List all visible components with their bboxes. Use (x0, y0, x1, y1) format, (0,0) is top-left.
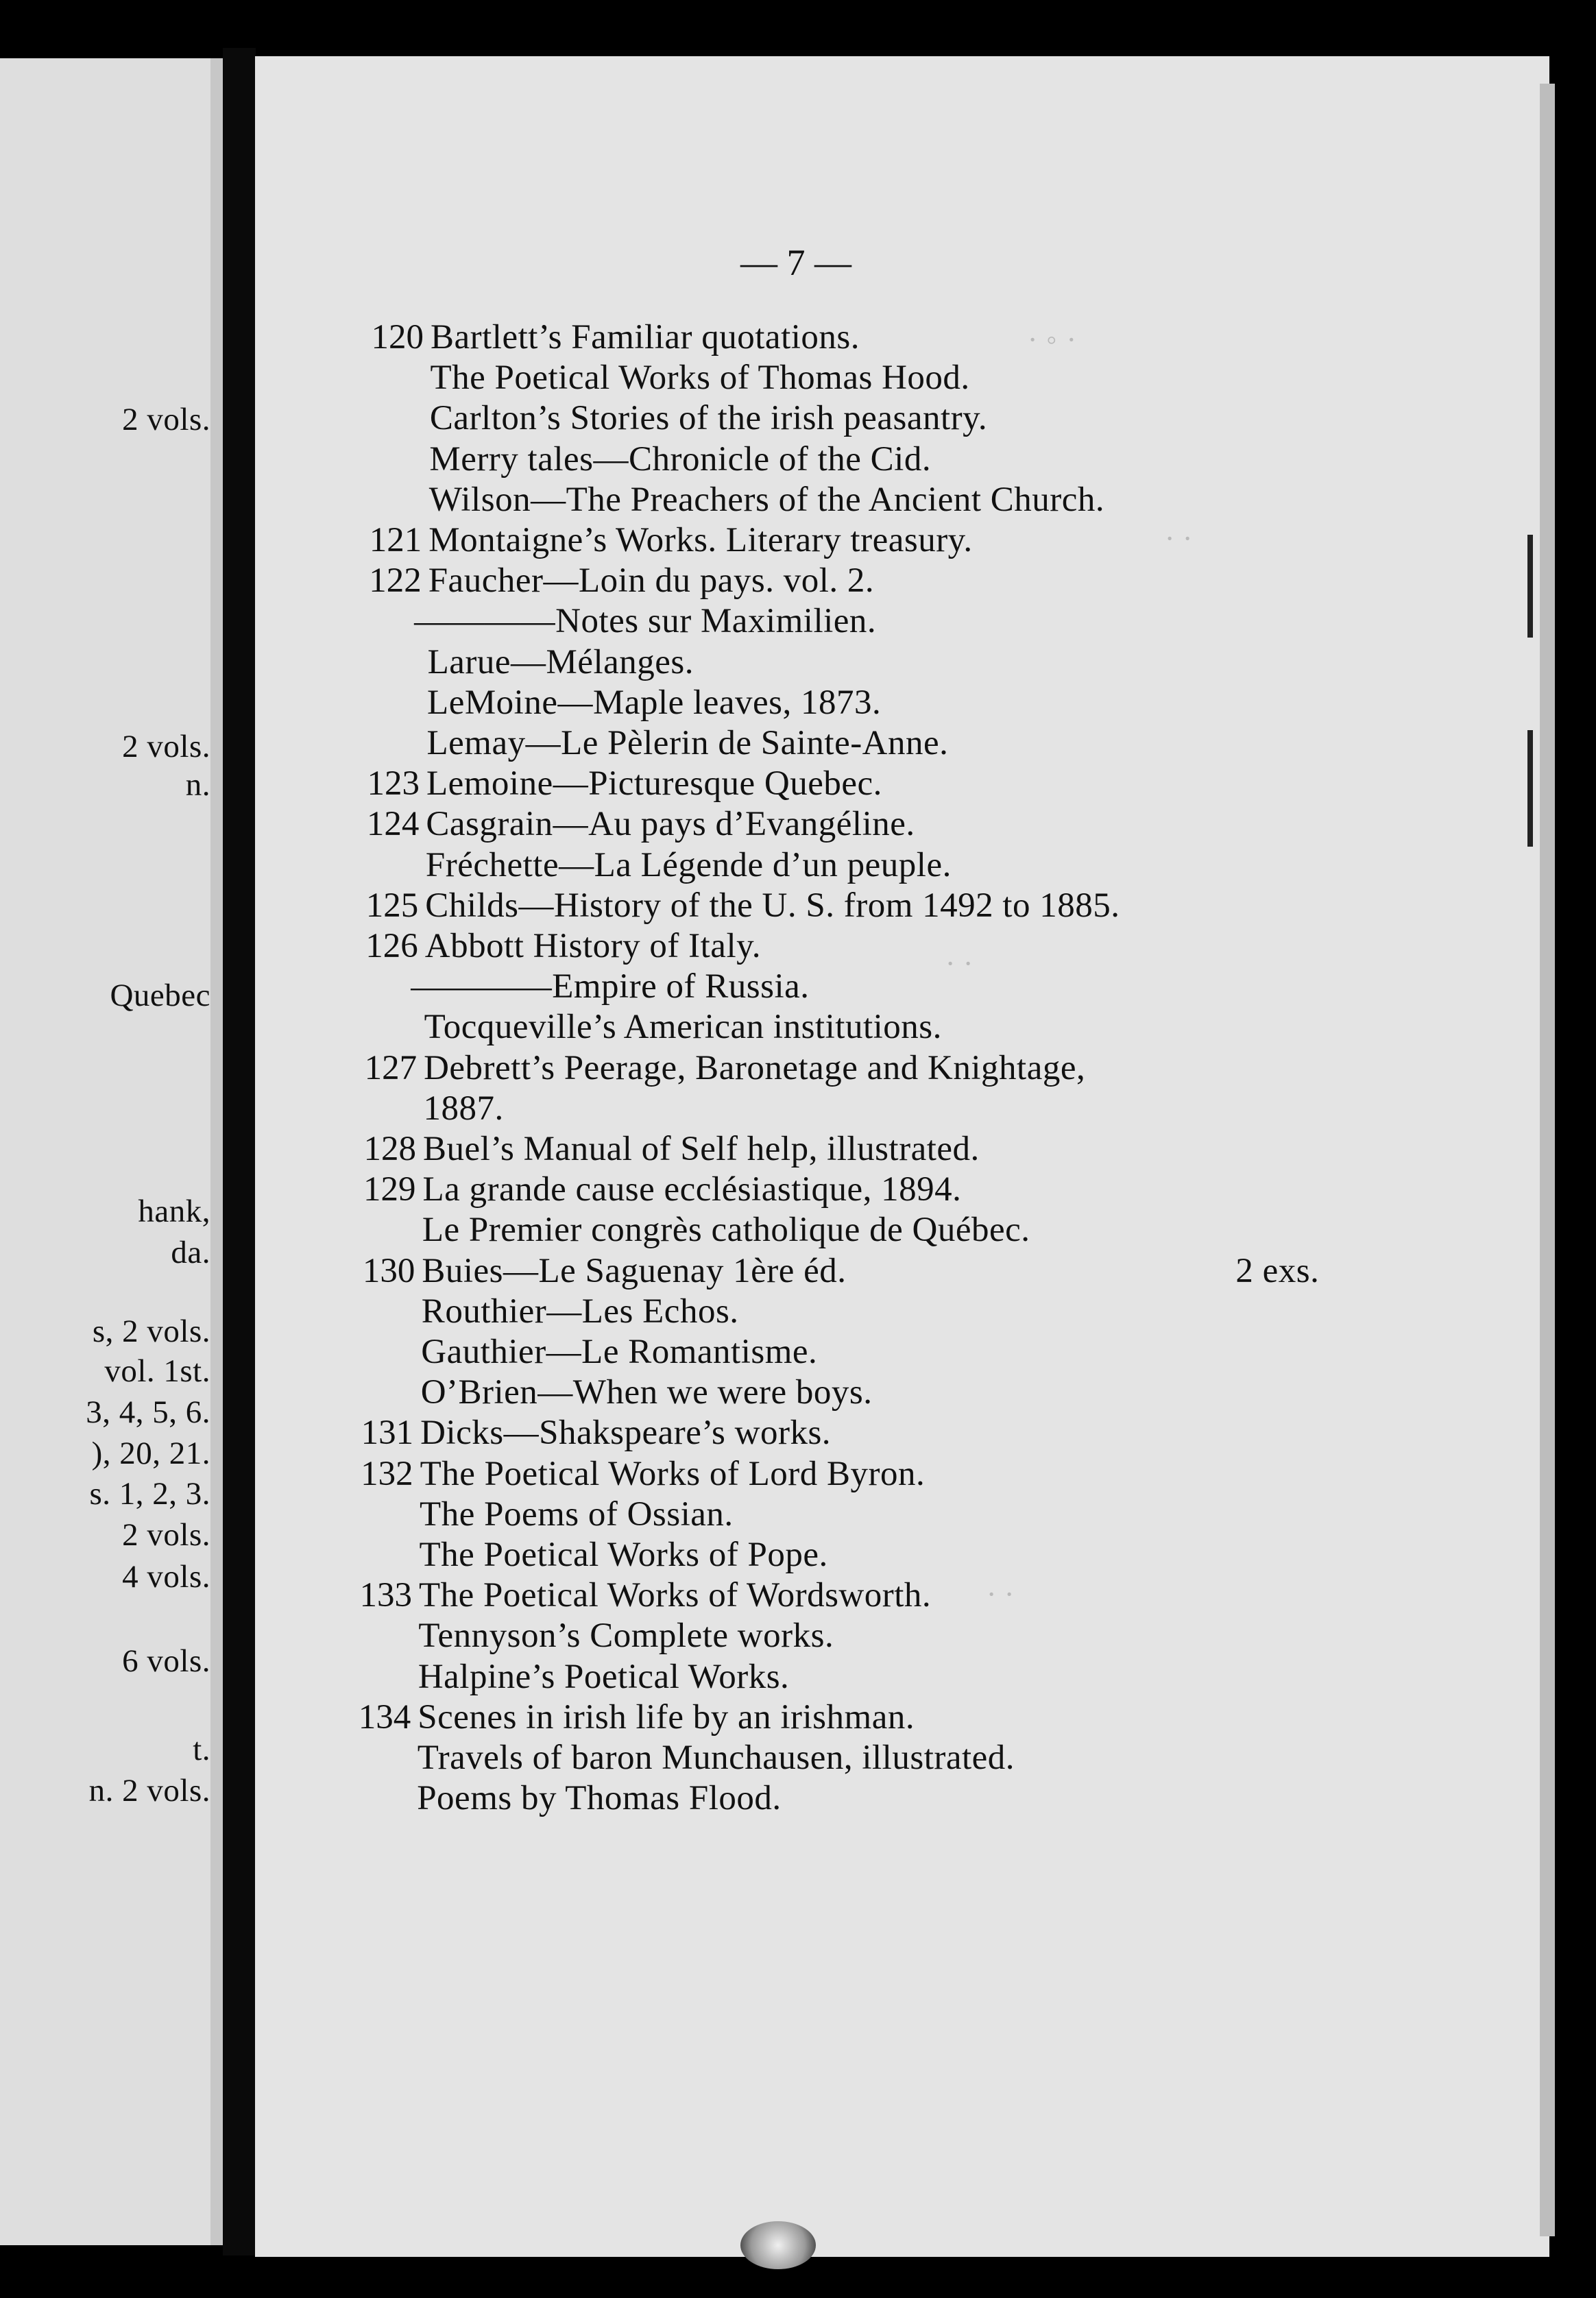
catalogue-entry (344, 885, 1510, 926)
catalogue-entry (346, 763, 1511, 804)
entry-title: LeMoine—Maple leaves, 1873. (427, 684, 882, 722)
catalogue-entry (343, 1048, 1508, 1089)
left-page-line: hank, (138, 1194, 210, 1229)
catalogue-entry (339, 1453, 1505, 1495)
entry-title: Debrett’s Peerage, Baronetage and Knightage, (424, 1049, 1086, 1087)
entry-title: Lemoine—Picturesque Quebec. (426, 764, 882, 803)
left-page-line: da. (171, 1235, 210, 1270)
catalogue-entry (347, 642, 1512, 683)
bleed-through: · · (987, 1577, 1014, 1611)
catalogue-entry (348, 560, 1513, 601)
catalogue-entry (341, 1169, 1507, 1210)
catalogue-entry (348, 479, 1514, 520)
catalogue-entry (339, 1494, 1504, 1535)
entry-number: 132 (361, 1455, 413, 1493)
catalogue-entry (340, 1372, 1506, 1413)
entry-title: Childs—History of the U. S. from 1492 to 1885. (425, 886, 1120, 925)
catalogue-entry (348, 520, 1513, 561)
entry-title: Montaigne’s Works. Literary treasury. (428, 521, 973, 559)
entry-title: Carlton’s Stories of the irish peasantry. (429, 399, 988, 437)
entry-number: 134 (358, 1698, 411, 1737)
left-page-line: n. 2 vols. (88, 1773, 210, 1809)
catalogue-entry (339, 1412, 1505, 1453)
left-page-line: 2 vols. (122, 729, 210, 764)
left-page-line: 2 vols. (122, 1517, 210, 1553)
left-facing-page (0, 58, 223, 2245)
catalogue-entry (341, 1209, 1507, 1250)
catalogue-entry (340, 1331, 1506, 1372)
left-page-line: n. (185, 767, 210, 803)
catalogue-entry (344, 926, 1510, 967)
left-page-line: t. (193, 1732, 210, 1767)
entry-title: The Poems of Ossian. (420, 1495, 734, 1534)
catalogue-entry (345, 845, 1510, 886)
left-page-line: 2 vols. (122, 402, 210, 437)
entry-title: Tennyson’s Complete works. (418, 1617, 834, 1655)
entry-title: Buel’s Manual of Self help, illustrated. (423, 1130, 980, 1168)
entry-number: 131 (361, 1414, 414, 1452)
entry-title: Fréchette—La Légende d’un peuple. (425, 846, 952, 884)
left-page-line: Quebec (110, 978, 210, 1013)
entry-title: Lemay—Le Pèlerin de Sainte-Anne. (426, 724, 949, 762)
entry-title: Poems by Thomas Flood. (417, 1779, 782, 1817)
entry-title: Buies—Le Saguenay 1ère éd. (422, 1252, 847, 1290)
entry-title: Merry tales—Chronicle of the Cid. (429, 440, 932, 479)
catalogue-entry (342, 1128, 1508, 1170)
catalogue-entry (347, 601, 1512, 642)
catalogue-entry (343, 1088, 1508, 1129)
entry-number: 133 (359, 1576, 412, 1614)
entry-number: 121 (369, 521, 422, 559)
catalogue-entry (346, 723, 1512, 764)
entry-title: Gauthier—Le Romantisme. (421, 1333, 818, 1371)
catalogue-entry (348, 439, 1514, 480)
catalogue-entry (349, 357, 1514, 398)
entry-number: 127 (364, 1049, 418, 1087)
left-page-binding-edge (210, 58, 223, 2245)
catalogue-entry (350, 317, 1515, 358)
entry-number: 126 (365, 927, 418, 965)
catalogue-entry (338, 1575, 1503, 1616)
left-page-line: s, 2 vols. (92, 1314, 210, 1349)
entry-title: Wilson—The Preachers of the Ancient Church. (428, 481, 1105, 519)
entry-number: 130 (362, 1252, 415, 1290)
entry-title: Routhier—Les Echos. (421, 1292, 739, 1331)
catalogue-entry (349, 398, 1514, 439)
entry-title: La grande cause ecclésiastique, 1894. (422, 1170, 962, 1209)
catalogue-entry (337, 1615, 1503, 1656)
entry-number: 120 (371, 318, 424, 356)
entry-title: Dicks—Shakspeare’s works. (420, 1414, 832, 1452)
entry-title: Scenes in irish life by an irishman. (418, 1698, 915, 1737)
entry-title: The Poetical Works of Wordsworth. (418, 1576, 932, 1614)
left-page-line: vol. 1st. (104, 1353, 210, 1389)
entry-number: 129 (363, 1170, 416, 1209)
left-page-line: 6 vols. (122, 1643, 210, 1679)
catalogue-entry (341, 1291, 1506, 1332)
entry-title: Travels of baron Munchausen, illustrated. (417, 1739, 1015, 1777)
entry-number: 128 (363, 1130, 416, 1168)
entry-number: 124 (366, 805, 420, 843)
page-number: — 7 — (740, 242, 851, 283)
bleed-through: · ◦ · (1028, 323, 1076, 356)
entry-title: The Poetical Works of Lord Byron. (420, 1455, 926, 1493)
entry-title: ————Empire of Russia. (411, 967, 810, 1006)
catalogue-entry (339, 1534, 1504, 1575)
left-page-line: 4 vols. (122, 1559, 210, 1595)
entry-title: Abbott History of Italy. (424, 927, 762, 965)
entry-title: Larue—Mélanges. (427, 643, 694, 681)
bleed-through: · · (1165, 522, 1192, 555)
entry-title: ————Notes sur Maximilien. (414, 602, 877, 640)
catalogue-entry (345, 803, 1510, 845)
ink-blot-mark (740, 2221, 816, 2269)
entry-title: Casgrain—Au pays d’Evangéline. (426, 805, 915, 843)
entry-number: 123 (367, 764, 420, 803)
entry-title: Le Premier congrès catholique de Québec. (422, 1211, 1030, 1249)
entry-title: O’Brien—When we were boys. (420, 1373, 873, 1412)
book-gutter (223, 48, 256, 2255)
entry-title: 1887. (423, 1089, 504, 1128)
entry-number: 125 (365, 886, 419, 925)
left-page-line: s. 1, 2, 3. (89, 1476, 210, 1512)
page-edge-mark (1527, 730, 1533, 847)
entry-title: The Poetical Works of Thomas Hood. (430, 359, 970, 397)
catalogue-entry (343, 966, 1509, 1007)
left-page-line: ), 20, 21. (91, 1436, 210, 1471)
entry-number: 122 (369, 561, 422, 600)
bleed-through: · · (946, 947, 973, 980)
catalogue-entry (337, 1737, 1502, 1778)
catalogue-entry (337, 1697, 1502, 1738)
catalogue-entry (341, 1250, 1506, 1292)
entry-copies-note: 2 exs. (1235, 1252, 1320, 1290)
entry-title: Halpine’s Poetical Works. (418, 1658, 790, 1696)
entry-title: Faucher—Loin du pays. vol. 2. (428, 561, 875, 600)
left-page-line: 3, 4, 5, 6. (86, 1394, 210, 1430)
page-edge-mark (1527, 535, 1533, 638)
entry-title: The Poetical Works of Pope. (419, 1536, 828, 1574)
catalogue-entry (337, 1656, 1503, 1697)
catalogue-entry (346, 682, 1512, 723)
entry-title: Tocqueville’s American institutions. (424, 1008, 942, 1046)
catalogue-entry (343, 1006, 1509, 1048)
catalogue-entry (336, 1778, 1501, 1819)
entry-title: Bartlett’s Familiar quotations. (431, 318, 860, 356)
